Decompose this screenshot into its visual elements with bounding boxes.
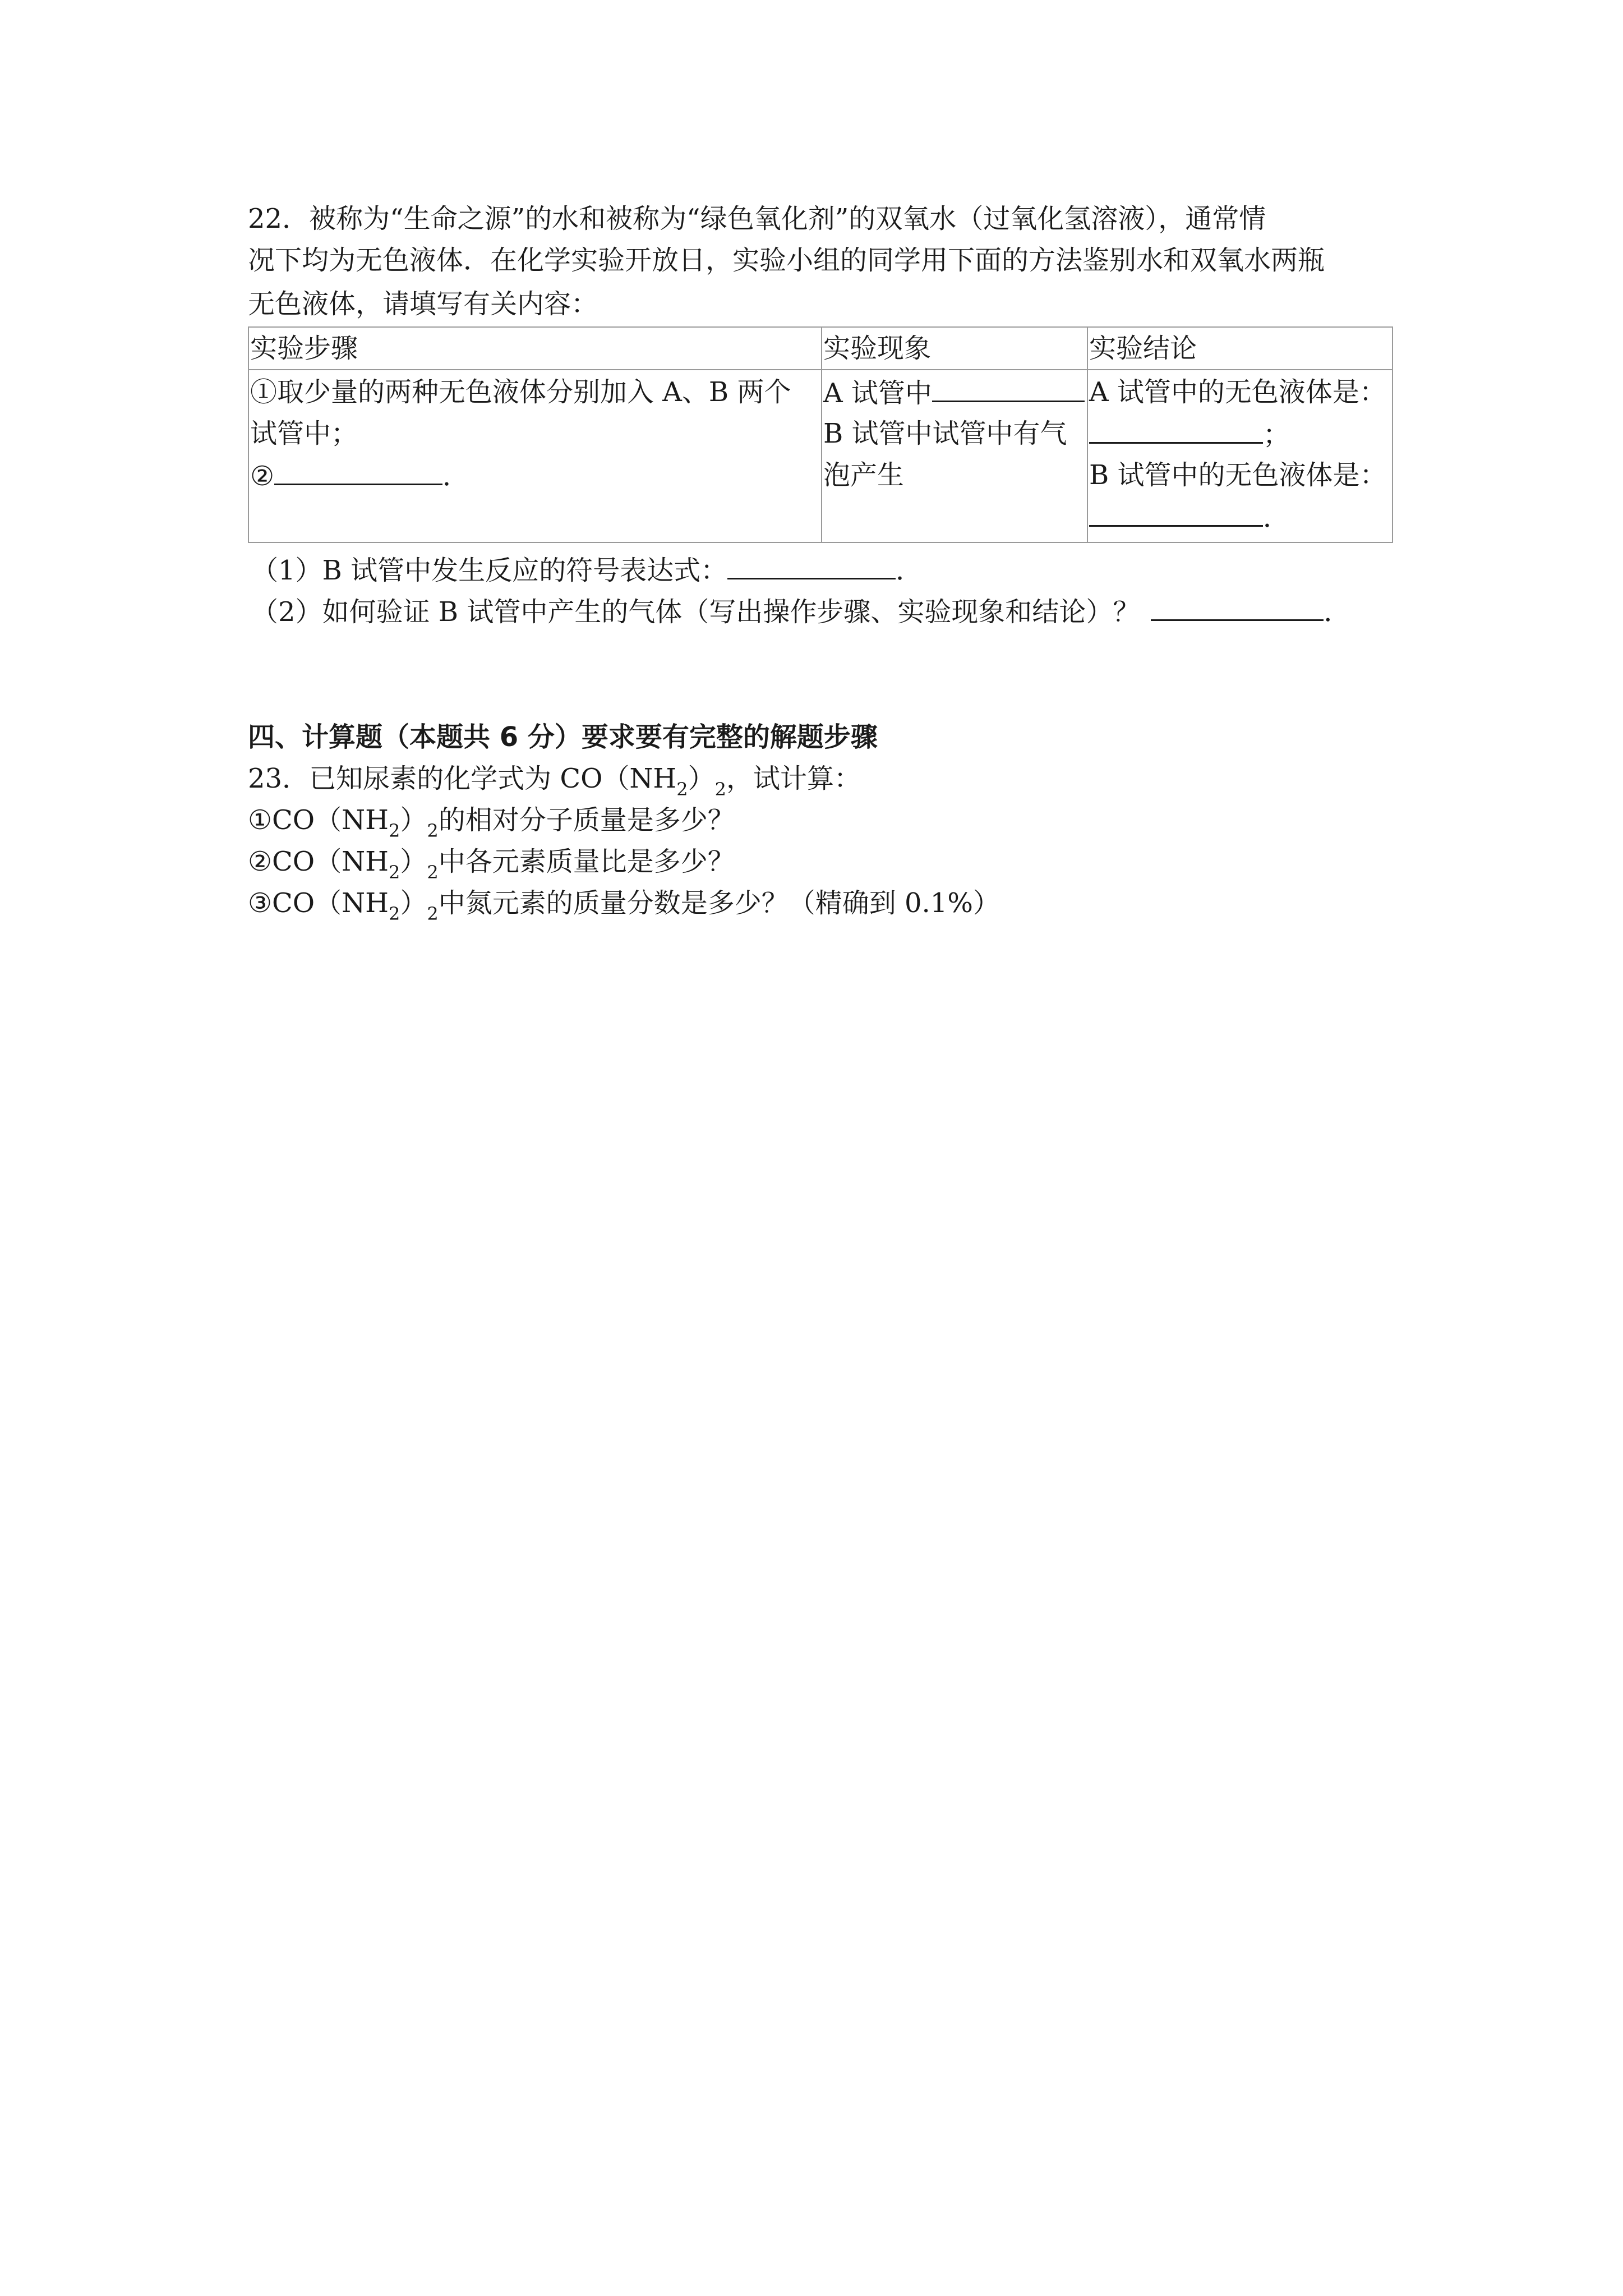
table-divider	[249, 369, 1392, 370]
phenomenon-a-blank[interactable]	[932, 371, 1085, 402]
section-4-title: 四、计算题（本题共 6 分）要求要有完整的解题步骤	[248, 721, 878, 753]
table-header-steps: 实验步骤	[250, 333, 358, 364]
q23-item-text: 中氮元素的质量分数是多少？（精确到 0.1%）	[438, 887, 1000, 919]
q22-sub-1-blank[interactable]	[727, 549, 896, 579]
subscript: 2	[676, 779, 688, 800]
step-1-line-2: 试管中；	[250, 418, 358, 449]
table-header-conclusion: 实验结论	[1089, 333, 1197, 364]
phenomenon-b-line-2: 泡产生	[823, 459, 905, 491]
q23-item-text: 的相对分子质量是多少？	[438, 804, 735, 836]
conclusion-b-label: B 试管中的无色液体是：	[1089, 459, 1387, 491]
subscript: 2	[388, 862, 400, 883]
q23-item-2	[248, 844, 735, 882]
subscript: 2	[714, 779, 727, 800]
phenomenon-b-line-1: B 试管中试管中有气	[823, 418, 1067, 449]
step-2-label: ②	[250, 461, 275, 492]
q22-line-1: 22．被称为“生命之源”的水和被称为“绿色氧化剂”的双氧水（过氧化氢溶液），通常情	[248, 203, 1266, 234]
q23-item-text: ③CO（NH	[248, 887, 389, 919]
subscript: 2	[388, 903, 400, 924]
q22-sub-1	[251, 549, 923, 588]
table-header-phenomena: 实验现象	[823, 333, 932, 364]
table-divider	[821, 328, 822, 542]
conclusion-a-blank[interactable]	[1089, 413, 1263, 444]
q23-item-text: ①CO（NH	[248, 804, 389, 836]
phenomenon-a	[823, 371, 1085, 414]
step-2	[250, 454, 469, 497]
q23-intro-text: ，试计算：	[726, 763, 861, 794]
q23-item-text: 中各元素质量比是多少？	[438, 846, 735, 877]
q22-sub-2	[251, 590, 1350, 630]
experiment-table	[248, 326, 1393, 543]
subscript: 2	[427, 862, 439, 883]
subscript: 2	[388, 820, 400, 841]
q22-sub-2-end: ．	[1324, 596, 1351, 628]
q22-line-3: 无色液体，请填写有关内容：	[248, 288, 598, 320]
q23-intro-text: 23．已知尿素的化学式为 CO（NH	[248, 763, 677, 794]
q22-sub-2-text: （2）如何验证 B 试管中产生的气体（写出操作步骤、实验现象和结论）？	[251, 596, 1140, 628]
conclusion-b-blank[interactable]	[1089, 496, 1263, 527]
conclusion-b	[1089, 496, 1290, 539]
q23-item-3	[248, 885, 1000, 924]
conclusion-a-end: ；	[1263, 419, 1290, 450]
table-divider	[1087, 328, 1088, 542]
q22-sub-2-blank[interactable]	[1151, 590, 1324, 621]
phenomenon-a-label: A 试管中	[823, 378, 932, 409]
q23-item-text: ②CO（NH	[248, 846, 389, 877]
q22-sub-1-text: （1）B 试管中发生反应的符号表达式：	[251, 555, 728, 586]
subscript: 2	[427, 903, 439, 924]
q23-item-1	[248, 802, 735, 841]
q23-item-text: ）	[400, 887, 427, 919]
subscript: 2	[427, 820, 439, 841]
q23-intro-text: ）	[688, 763, 715, 794]
step-2-blank[interactable]	[274, 454, 442, 485]
q23-item-text: ）	[400, 804, 427, 836]
conclusion-b-end: ．	[1263, 502, 1290, 533]
conclusion-a	[1089, 413, 1290, 455]
conclusion-a-label: A 试管中的无色液体是：	[1089, 376, 1386, 408]
q22-sub-1-end: ．	[896, 555, 923, 586]
q23-item-text: ）	[400, 846, 427, 877]
q22-line-2: 况下均为无色液体．在化学实验开放日，实验小组的同学用下面的方法鉴别水和双氧水两瓶	[248, 245, 1325, 276]
q23-intro	[248, 761, 861, 799]
step-1-line-1: ①取少量的两种无色液体分别加入 A、B 两个	[250, 376, 791, 408]
step-2-end: ．	[442, 461, 470, 492]
